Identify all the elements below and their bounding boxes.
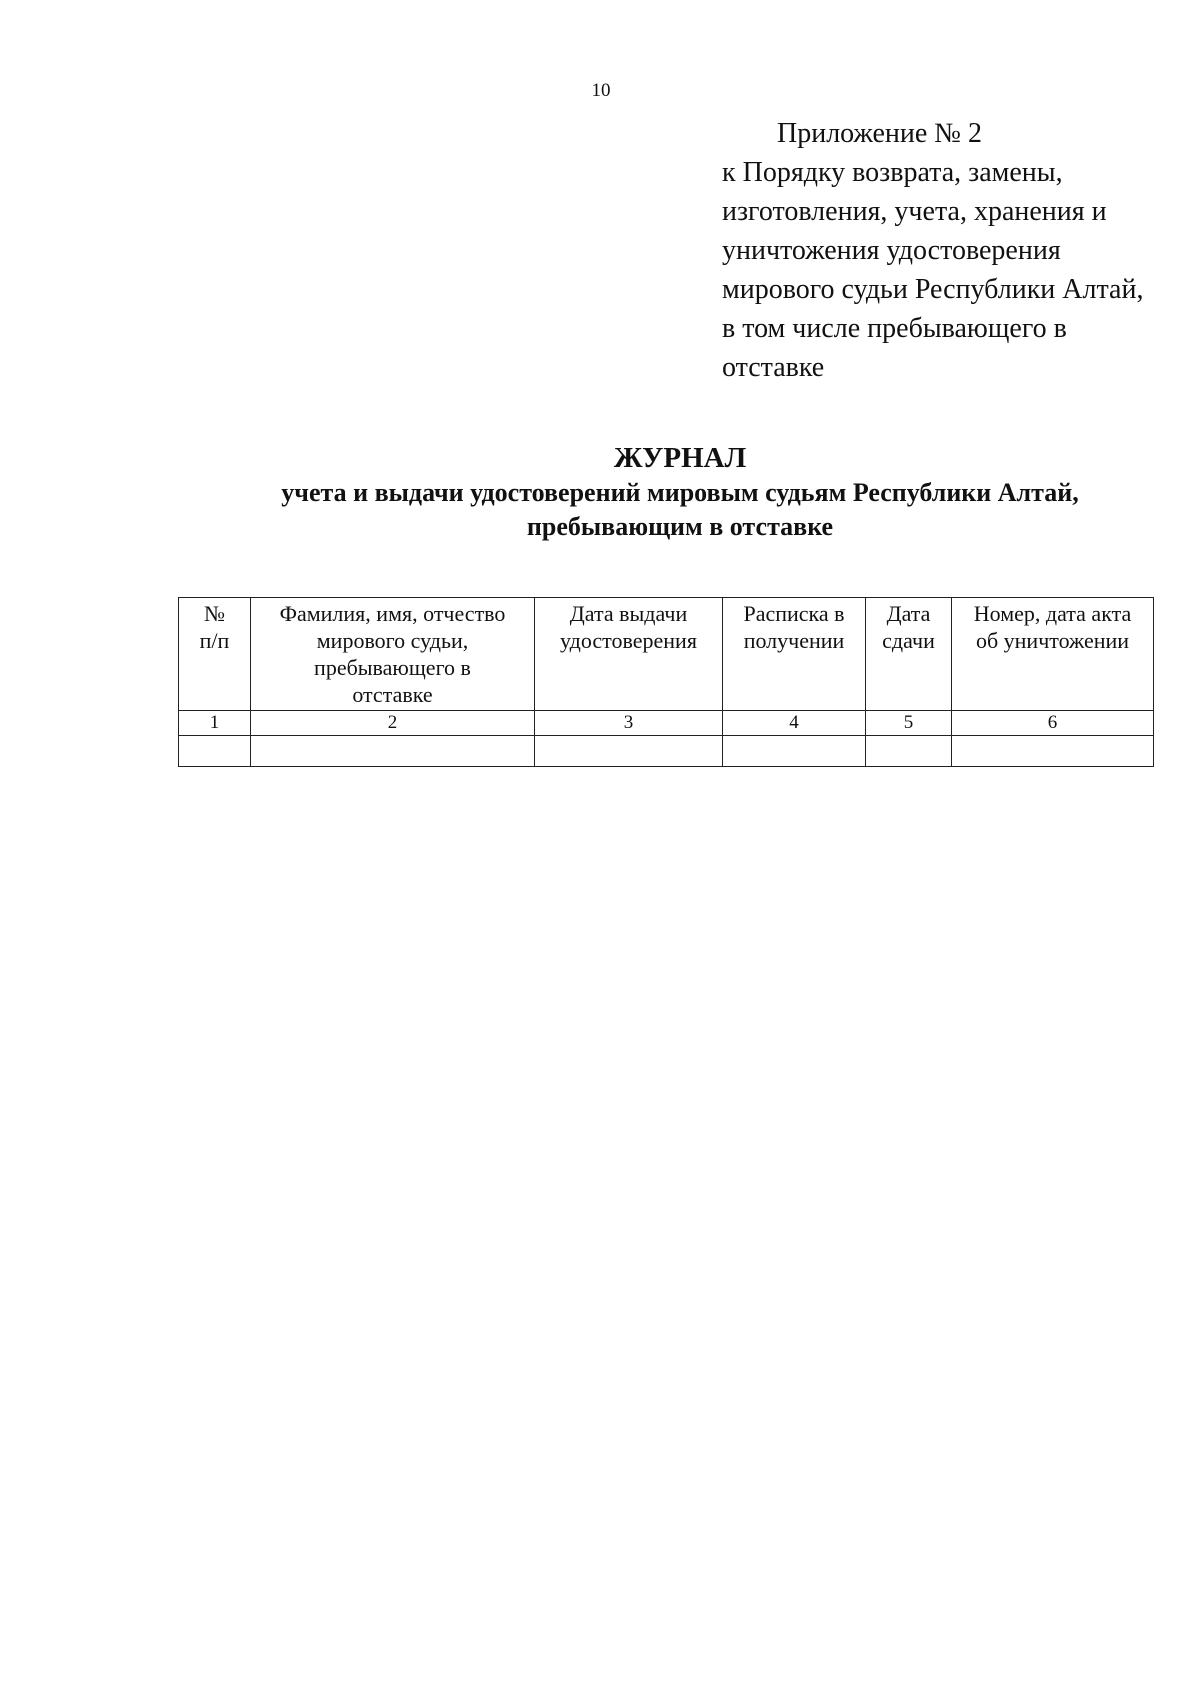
heading-subtitle-line: учета и выдачи удостоверений мировым судьям Республики Алтай, bbox=[281, 478, 1079, 507]
header-text: Дата выдачи bbox=[569, 601, 688, 626]
page-number: 10 bbox=[591, 80, 611, 101]
table-row bbox=[179, 736, 1154, 767]
appendix-line: отставке bbox=[722, 352, 825, 383]
table-cell bbox=[952, 736, 1154, 767]
heading-title: ЖУРНАЛ bbox=[613, 442, 747, 474]
appendix-title: Приложение № 2 bbox=[777, 118, 982, 149]
column-number-cell: 5 bbox=[866, 711, 952, 736]
column-number-cell: 2 bbox=[251, 711, 535, 736]
column-number-cell: 3 bbox=[535, 711, 723, 736]
header-text: об уничтожении bbox=[975, 628, 1130, 653]
header-cell-return-date bbox=[866, 598, 952, 711]
column-number-cell: 6 bbox=[952, 711, 1154, 736]
table-cell bbox=[251, 736, 535, 767]
appendix-block bbox=[722, 114, 1162, 387]
header-text: Дата bbox=[886, 601, 931, 626]
header-cell-issue-date bbox=[535, 598, 723, 711]
header-text: пребывающего в bbox=[314, 655, 471, 680]
header-text: сдачи bbox=[882, 628, 935, 653]
table-cell bbox=[535, 736, 723, 767]
journal-table bbox=[178, 597, 1154, 767]
table-header-row bbox=[179, 598, 1154, 711]
header-text: получении bbox=[743, 628, 845, 653]
table-cell bbox=[866, 736, 952, 767]
header-text: отставке bbox=[352, 682, 433, 707]
appendix-line: уничтожения удостоверения bbox=[722, 235, 1061, 266]
header-text: Фамилия, имя, отчество bbox=[279, 601, 506, 626]
header-text: № bbox=[204, 601, 225, 626]
header-text: Расписка в bbox=[743, 601, 845, 626]
appendix-line: к Порядку возврата, замены, bbox=[722, 157, 1063, 188]
document-heading bbox=[160, 440, 1200, 544]
table-cell bbox=[179, 736, 251, 767]
header-cell-destruction-act bbox=[952, 598, 1154, 711]
header-text: п/п bbox=[199, 628, 230, 653]
appendix-line: в том числе пребывающего в bbox=[722, 313, 1067, 344]
column-number-row bbox=[179, 711, 1154, 736]
header-cell-index bbox=[179, 598, 251, 711]
appendix-line: изготовления, учета, хранения и bbox=[722, 196, 1107, 227]
header-text: удостоверения bbox=[560, 628, 697, 653]
column-number-cell: 4 bbox=[723, 711, 866, 736]
table-cell bbox=[723, 736, 866, 767]
column-number-cell: 1 bbox=[179, 711, 251, 736]
appendix-line: мирового судьи Республики Алтай, bbox=[722, 274, 1144, 305]
header-cell-receipt bbox=[723, 598, 866, 711]
header-cell-full-name bbox=[251, 598, 535, 711]
header-text: мирового судьи, bbox=[316, 628, 469, 653]
header-text: Номер, дата акта bbox=[973, 601, 1132, 626]
heading-subtitle-line: пребывающим в отставке bbox=[526, 512, 834, 541]
